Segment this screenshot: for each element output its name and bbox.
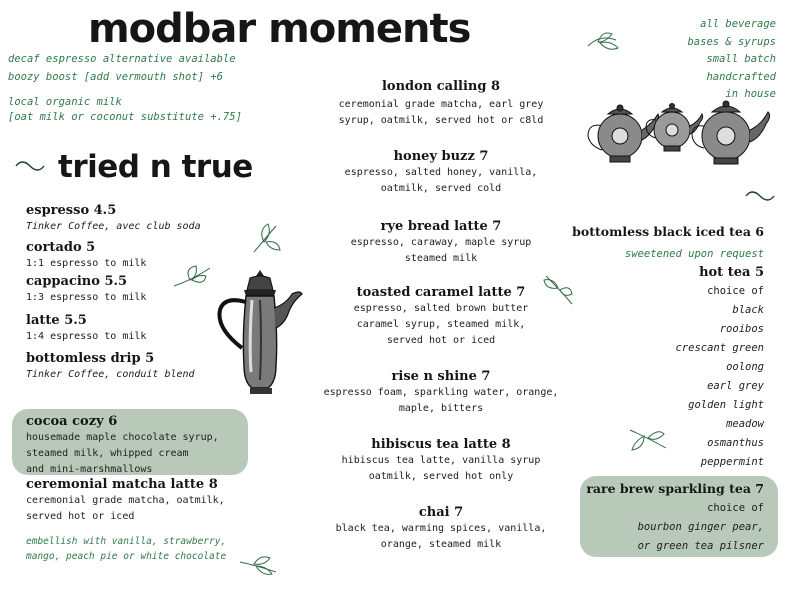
item-price: 5.5 <box>104 274 128 289</box>
item-rise <box>300 368 582 436</box>
item-price: 8 <box>490 79 501 94</box>
tea-option: peppermint <box>700 456 764 468</box>
note-line: bases & syrups <box>687 35 776 48</box>
teapot-illustration <box>584 96 776 168</box>
item-rye <box>300 218 582 284</box>
note-boozy: boozy boost [add vermouth shot] +6 <box>8 71 223 83</box>
item-price: 6 <box>108 414 118 429</box>
coffee-pot-illustration <box>214 268 304 398</box>
item-desc: caramel syrup, steamed milk, <box>356 319 526 330</box>
item-desc: and mini-marshmallows <box>26 464 153 475</box>
tried-list <box>26 202 236 383</box>
item-desc: espresso, caraway, maple syrup <box>350 237 532 248</box>
section-tried-title: tried n true <box>58 149 253 185</box>
item-cocoa <box>26 413 246 478</box>
item-name: london calling <box>381 79 487 94</box>
item-name: honey buzz <box>393 149 475 164</box>
squiggle-icon <box>14 158 48 174</box>
item-desc: Tinker Coffee, avec club soda <box>26 221 201 232</box>
note-line: handcrafted <box>706 70 776 83</box>
item-desc: 1:3 espresso to milk <box>26 292 147 303</box>
item-price: 4.5 <box>93 203 117 218</box>
item-latte <box>26 312 236 329</box>
item-desc: ceremonial grade matcha, earl grey <box>338 99 544 110</box>
note-line: small batch <box>706 53 776 65</box>
left-notes <box>8 50 308 86</box>
item-cortado <box>26 239 236 256</box>
middle-menu <box>300 78 582 553</box>
item-desc: oatmilk, served hot only <box>368 471 514 482</box>
item-price: 5 <box>145 351 155 366</box>
item-name: cocoa cozy <box>26 414 104 429</box>
menu-title: modbar moments <box>88 6 471 52</box>
item-desc: hibiscus tea latte, vanilla syrup <box>341 455 541 466</box>
tea-option: earl grey <box>707 380 764 392</box>
item-price: 7 <box>492 219 502 234</box>
item-desc: syrup, oatmilk, served hot or c8ld <box>338 115 544 126</box>
item-price: 8 <box>208 477 218 492</box>
item-espresso <box>26 202 236 219</box>
item-name: ceremonial matcha latte <box>26 477 205 492</box>
item-desc: choice of <box>707 502 764 514</box>
item-desc: orange, steamed milk <box>380 539 502 550</box>
item-desc: 1:4 espresso to milk <box>26 331 147 342</box>
note-line: in house <box>725 88 776 100</box>
item-desc: oatmilk, served cold <box>380 183 502 194</box>
item-name: bottomless black iced tea <box>572 224 751 239</box>
item-desc: Tinker Coffee, conduit blend <box>26 369 195 380</box>
note-line: embellish with vanilla, strawberry, <box>26 536 227 547</box>
item-desc: espresso, salted brown butter <box>353 303 529 314</box>
leaf-sprig-icon <box>542 272 576 308</box>
item-desc: steamed milk <box>404 253 478 264</box>
leaf-sprig-icon <box>628 424 668 454</box>
leaf-sprig-icon <box>250 222 282 256</box>
item-price: 7 <box>481 369 491 384</box>
leaf-sprig-icon <box>238 554 278 578</box>
item-name: bottomless drip <box>26 351 141 366</box>
item-price: 5 <box>86 240 96 255</box>
tea-option: crescant green <box>675 342 764 354</box>
item-price: 7 <box>479 149 489 164</box>
item-name: latte <box>26 313 60 328</box>
item-desc: or green tea pilsner <box>637 540 764 552</box>
note-milk-sub: [oat milk or coconut substitute +.75] <box>8 111 242 123</box>
tea-option: black <box>732 304 764 316</box>
tea-option: golden light <box>688 399 764 411</box>
item-price: 5.5 <box>64 313 87 328</box>
milk-notes <box>8 95 308 125</box>
item-desc: maple, bitters <box>398 403 484 414</box>
item-name: chai <box>418 505 450 520</box>
item-chai <box>300 504 582 553</box>
note-milk: local organic milk <box>8 96 122 108</box>
item-hot-tea <box>600 264 764 472</box>
item-matcha <box>26 476 256 525</box>
item-hibiscus <box>300 436 582 504</box>
item-desc: espresso, salted honey, vanilla, <box>344 167 538 178</box>
note-line: all beverage <box>700 18 776 30</box>
tea-option: choice of <box>707 285 764 297</box>
item-desc: 1:1 espresso to milk <box>26 258 147 269</box>
item-price: 8 <box>501 437 511 452</box>
item-name: hot tea <box>699 265 751 280</box>
leaf-sprig-icon <box>172 262 212 292</box>
embellish-note <box>26 534 256 564</box>
right-notes <box>600 16 776 104</box>
item-price: 5 <box>754 265 764 280</box>
item-price: 7 <box>755 481 764 496</box>
leaf-sprig-icon <box>586 30 622 54</box>
item-name: espresso <box>26 203 90 218</box>
item-desc: espresso foam, sparkling water, orange, <box>323 387 559 398</box>
item-desc: steamed milk, whipped cream <box>26 448 189 459</box>
tea-option: meadow <box>726 418 764 430</box>
item-desc: served hot or iced <box>26 511 135 522</box>
item-name: toasted caramel latte <box>356 285 512 300</box>
item-desc: housemade maple chocolate syrup, <box>26 432 219 443</box>
item-caramel <box>300 284 582 368</box>
note-line: mango, peach pie or white chocolate <box>26 551 227 562</box>
item-london <box>300 78 582 148</box>
item-name: cappacino <box>26 274 100 289</box>
item-name: rye bread latte <box>380 219 488 234</box>
item-name: cortado <box>26 240 82 255</box>
item-price: 6 <box>755 224 764 239</box>
tea-option: oolong <box>726 361 764 373</box>
tea-option: rooibos <box>719 323 764 335</box>
iced-tea-note: sweetened upon request <box>624 248 764 260</box>
squiggle-icon <box>744 188 778 204</box>
item-desc: served hot or iced <box>386 335 496 346</box>
item-desc: bourbon ginger pear, <box>637 521 764 533</box>
item-name: hibiscus tea latte <box>371 437 498 452</box>
note-decaf: decaf espresso alternative available <box>8 53 236 65</box>
item-name: rise n shine <box>391 369 477 384</box>
item-desc: ceremonial grade matcha, oatmilk, <box>26 495 225 506</box>
item-price: 7 <box>516 285 526 300</box>
item-drip <box>26 350 236 367</box>
item-iced-tea <box>560 223 764 240</box>
item-rare-brew <box>586 480 764 556</box>
item-honey <box>300 148 582 218</box>
item-price: 7 <box>454 505 464 520</box>
item-desc: black tea, warming spices, vanilla, <box>335 523 547 534</box>
tea-option: osmanthus <box>707 437 764 449</box>
item-name: rare brew sparkling tea <box>586 481 751 496</box>
